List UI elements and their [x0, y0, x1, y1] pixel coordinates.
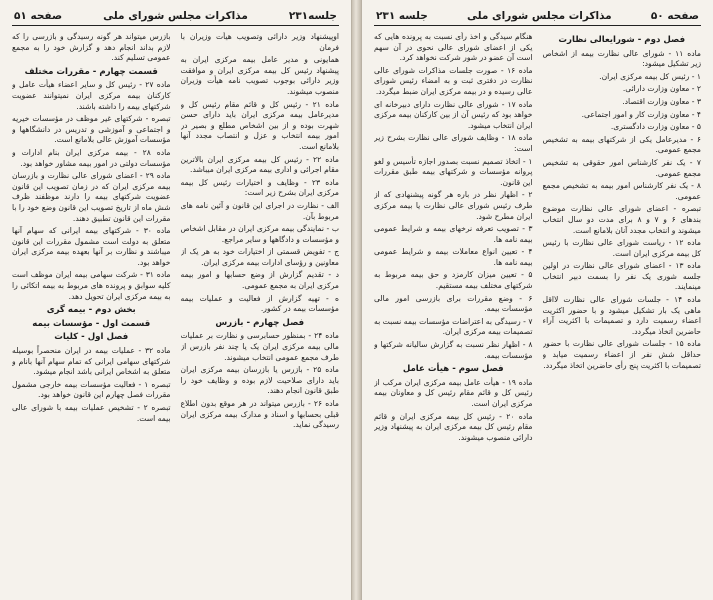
- right-page-number: صفحه ۵۰: [650, 10, 699, 22]
- section-heading: فصل سوم - هیأت عامل: [402, 364, 504, 375]
- article-paragraph: ماده ۱۹ - هیأت عامل بیمه مرکزی ایران مرکب از رئیس کل و قائم مقام رئیس کل و معاونان بیمه مرکزی ایران است.: [374, 377, 533, 408]
- article-paragraph: تبصره - اعضای شورای عالی نظارت موضوع بندهای ۶ و ۷ و ۸ برای مدت دو سال انتخاب میشوند و انتخاب مجدد آنان بلامانع است.: [542, 204, 701, 235]
- article-paragraph: ماده ۱۳ - اعضای شورای عالی نظارت در اولین جلسه شوری یک نفر را بسمت دبیر انتخاب مینمایند.: [542, 261, 701, 292]
- article-paragraph: ب - نمایندگی بیمه مرکزی ایران در مقابل اشخاص و مؤسسات و دادگاهها و سایر مراجع.: [180, 224, 339, 244]
- right-page-column-right: [543, 32, 702, 580]
- article-paragraph: ۳ - تصویب تعرفه نرخهای بیمه و شرایط عمومی بیمه نامه ها.: [374, 224, 533, 244]
- right-page-column-left: [374, 32, 533, 580]
- article-paragraph: ماده ۲۵ - بازرس یا بازرسان بیمه مرکزی ایران باید دارای صلاحیت لازم بوده و وظایف خود را طبق قانون انجام دهند.: [180, 365, 339, 396]
- section-heading: فصل دوم - شورایعالی نظارت: [558, 35, 686, 45]
- article-paragraph: تبصره - شرکتهای غیر موظف در مؤسسات خیریه و اجتماعی و آموزشی و تدریس در دانشگاهها و مؤسسات آموزش عالی بلامانع است.: [12, 114, 171, 145]
- section-heading: قسمت چهارم - مقررات مختلف: [24, 66, 158, 77]
- article-paragraph: ماده ۱۴ - جلسات شورای عالی نظارت لااقل ماهی یک بار تشکیل میشود و با حضور اکثریت اعضاء رسمیت دارد و تصمیمات با اکثریت آراء حاضرین اتخاذ میگردد.: [542, 295, 701, 336]
- article-paragraph: ۶ - مدیرعامل یکی از شرکتهای بیمه به تشخیص مجمع عمومی.: [542, 134, 701, 155]
- left-running-title: مذاکرات مجلس شورای ملی: [103, 10, 248, 22]
- article-paragraph: ج - تفویض قسمتی از اختیارات خود به هر یک از معاونین و رؤسای ادارات بیمه مرکزی ایران.: [180, 247, 339, 267]
- article-paragraph: ماده ۳۲ - عملیات بیمه در ایران منحصراً بوسیله شرکتهای سهامی ایرانی که تمام سهام آنها بانام و متعلق به اشخاص ایرانی باشد انجام میشود.: [12, 346, 171, 377]
- article-paragraph: ۸ - اظهار نظر نسبت به گزارش سالیانه شرکتها و مؤسسات بیمه.: [374, 340, 533, 360]
- section-heading: بخش دوم - بیمه گری: [46, 305, 136, 316]
- article-paragraph: ۶ - وضع مقررات برای بازرسی امور مالی مؤسسات بیمه.: [374, 293, 533, 314]
- article-paragraph: ه - تهیه گزارش از فعالیت و عملیات بیمه مؤسسات بیمه در کشور.: [180, 293, 339, 314]
- article-paragraph: ماده ۲۸ - بیمه مرکزی ایران بنام ادارات و مؤسسات دولتی در امور بیمه مشاور خواهد بود.: [12, 147, 171, 168]
- right-page-header: [374, 8, 701, 26]
- article-paragraph: ماده ۳۰ - شرکتهای بیمه ایرانی که سهام آنها متعلق به دولت است مشمول مقررات این قانون میباشند و نظارت بر آنها بعهده بیمه مرکزی ایران خواهد بود.: [12, 226, 171, 267]
- left-page-number: صفحه ۵۱: [14, 10, 63, 22]
- right-session-label: جلسه ۲۳۱: [376, 10, 428, 22]
- article-paragraph: اوپیشنهاد وزیر دارائی وتصویب هیأت وزیران با فرمان: [180, 32, 339, 52]
- article-paragraph: ۸ - یک نفر کارشناس امور بیمه به تشخیص مجمع عمومی.: [542, 181, 701, 201]
- article-paragraph: ماده ۲۰ - رئیس کل بیمه مرکزی ایران و قائم مقام رئیس کل بیمه مرکزی ایران به پیشنهاد وزیر دارائی منصوب میشوند.: [374, 411, 533, 442]
- article-paragraph: ماده ۲۹ - اعضای شورای عالی نظارت و بازرسان بیمه مرکزی ایران که در زمان تصویب این قانون عضویت شرکتهای بیمه را دارند موظفند ظرف شش ماه از تاریخ تصویب این قانون وضع خود را با مقررات این قانون تطبیق دهند.: [12, 171, 171, 223]
- article-paragraph: ۷ - رسیدگی به اعتراضات مؤسسات بیمه نسبت به تصمیمات بیمه مرکزی ایران.: [374, 316, 533, 337]
- right-page: [361, 0, 713, 600]
- article-paragraph: همایونی و مدیر عامل بیمه مرکزی ایران به پیشنهاد رئیس کل بیمه مرکزی ایران و موافقت وزیر دارائی بوجوب تصویب نامه هیأت وزیران منصوب میشوند.: [180, 55, 339, 96]
- article-paragraph: ۱ - اتخاذ تصمیم نسبت بصدور اجازه تأسیس و لغو پروانه مؤسسات و شرکتهای بیمه طبق مقررات این قانون.: [374, 156, 533, 187]
- article-paragraph: ۳ - معاون وزارت اقتصاد.: [622, 96, 701, 106]
- article-paragraph: د - تقدیم گزارش از وضع حسابها و امور بیمه مرکزی ایران به مجمع عمومی.: [180, 270, 339, 291]
- article-paragraph: ۱ - رئیس کل بیمه مرکزی ایران.: [599, 71, 701, 81]
- article-paragraph: ماده ۲۷ - رئیس کل و سایر اعضاء هیأت عامل و کارکنان بیمه مرکزی ایران نمیتوانند عضویت شرکتهای بیمه را داشته باشند.: [12, 80, 171, 111]
- section-heading: فصل اول - کلیات: [54, 332, 129, 343]
- right-running-title: مذاکرات مجلس شورای ملی: [466, 10, 612, 22]
- article-paragraph: ماده ۲۶ - بازرس میتواند در هر موقع بدون اطلاع قبلی بحسابها و اسناد و مدارک بیمه مرکزی ایران رسیدگی نماید.: [180, 399, 339, 430]
- article-paragraph: ۴ - تعیین انواع معاملات بیمه و شرایط عمومی بیمه نامه ها.: [374, 247, 533, 267]
- article-paragraph: ۵ - تعیین میزان کارمزد و حق بیمه مربوط به شرکتهای مختلف بیمه مستقیم.: [374, 270, 533, 291]
- article-paragraph: ماده ۳۱ - شرکت سهامی بیمه ایران موظف است کلیه سوابق و پرونده های مربوط به بیمه اتکائی را به بیمه مرکزی ایران تحویل دهد.: [12, 270, 171, 301]
- article-paragraph: ماده ۲۲ - رئیس کل بیمه مرکزی ایران بالاترین مقام اجرائی و اداری بیمه مرکزی ایران میباشد.: [180, 154, 339, 175]
- left-page-column-right: [181, 32, 340, 580]
- article-paragraph: ماده ۲۳ - وظایف و اختیارات رئیس کل بیمه مرکزی ایران بشرح زیر است:: [180, 177, 339, 198]
- article-paragraph: ماده ۱۱ - شورای عالی نظارت بیمه از اشخاص زیر تشکیل میشود:: [542, 48, 701, 69]
- article-paragraph: ماده ۱۷ - شورای عالی نظارت دارای دبیرخانه ای خواهد بود که رئیس آن از بین کارکنان بیمه مرکزی ایران انتخاب میشود.: [374, 99, 533, 130]
- left-page-column-left: [12, 32, 171, 580]
- article-paragraph: ۵ - معاون وزارت دادگستری.: [610, 122, 701, 132]
- section-heading: قسمت اول - مؤسسات بیمه: [32, 318, 151, 329]
- article-paragraph: هنگام سیدگی و اخذ رأی نسبت به پرونده هایی که یکی از اعضای شورای عالی نحوی در آن سهم است آن عضو در شور شرکت نخواهد کرد.: [374, 32, 533, 63]
- article-paragraph: ۲ - معاون وزارت دارائی.: [622, 84, 701, 94]
- article-paragraph: ماده ۱۵ - جلسات شورای عالی نظارت با حضور حداقل شش نفر از اعضاء رسمیت میابد و تصمیمات با اکثریت پنج رأی حاضرین اتخاذ میگردد.: [542, 339, 701, 370]
- left-session-label: جلسه۲۳۱: [288, 10, 337, 22]
- article-paragraph: ماده ۲۴ - بمنظور حسابرسی و نظارت بر عملیات مالی بیمه مرکزی ایران یک یا چند نفر بازرس از طرف مجمع عمومی انتخاب میشوند.: [180, 331, 339, 362]
- article-paragraph: ماده ۱۶ - صورت جلسات مذاکرات شورای عالی نظارت در دفتری ثبت و به امضاء رئیس شورای عالی رسیده و در بیمه مرکزی ایران ضبط میگردد.: [374, 65, 533, 96]
- article-paragraph: ماده ۱۲ - ریاست شورای عالی نظارت با رئیس کل بیمه مرکزی ایران است.: [542, 238, 701, 258]
- article-paragraph: ۷ - یک نفر کارشناس امور حقوقی به تشخیص مجمع عمومی.: [542, 157, 701, 178]
- article-paragraph: الف - نظارت در اجرای این قانون و آئین نامه های مربوط بآن.: [180, 200, 339, 221]
- article-paragraph: ماده ۱۸ - وظایف شورای عالی نظارت بشرح زیر است:: [374, 133, 533, 153]
- article-paragraph: ۴ - معاون وزارت کار و امور اجتماعی.: [581, 109, 701, 119]
- article-paragraph: بازرس میتواند هر گونه رسیدگی و بازرسی را که لازم بداند انجام دهد و گزارش خود را به مجمع عمومی تسلیم کند.: [12, 32, 171, 63]
- left-page-header: [12, 8, 339, 26]
- article-paragraph: تبصره ۱ - فعالیت مؤسسات بیمه خارجی مشمول مقررات فصل چهارم این قانون خواهد بود.: [12, 379, 171, 400]
- article-paragraph: ماده ۲۱ - رئیس کل و قائم مقام رئیس کل و مدیرعامل بیمه مرکزی ایران باید دارای حسن شهرت بوده و از بین اشخاص مطلع و بصیر در امور بیمه انتخاب و عزل و انتصاب مجدد آنها بلامانع است.: [180, 99, 339, 151]
- section-heading: فصل چهارم - بازرس: [215, 317, 305, 328]
- article-paragraph: تبصره ۲ - تشخیص عملیات بیمه با شورای عالی بیمه است.: [12, 403, 171, 423]
- left-page: [0, 0, 352, 600]
- article-paragraph: ۲ - اظهار نظر در باره هر گونه پیشنهادی که از طرف رئیس شورای عالی نظارت یا بیمه مرکزی ایران مطرح شود.: [374, 190, 533, 221]
- book-gutter: [352, 0, 361, 600]
